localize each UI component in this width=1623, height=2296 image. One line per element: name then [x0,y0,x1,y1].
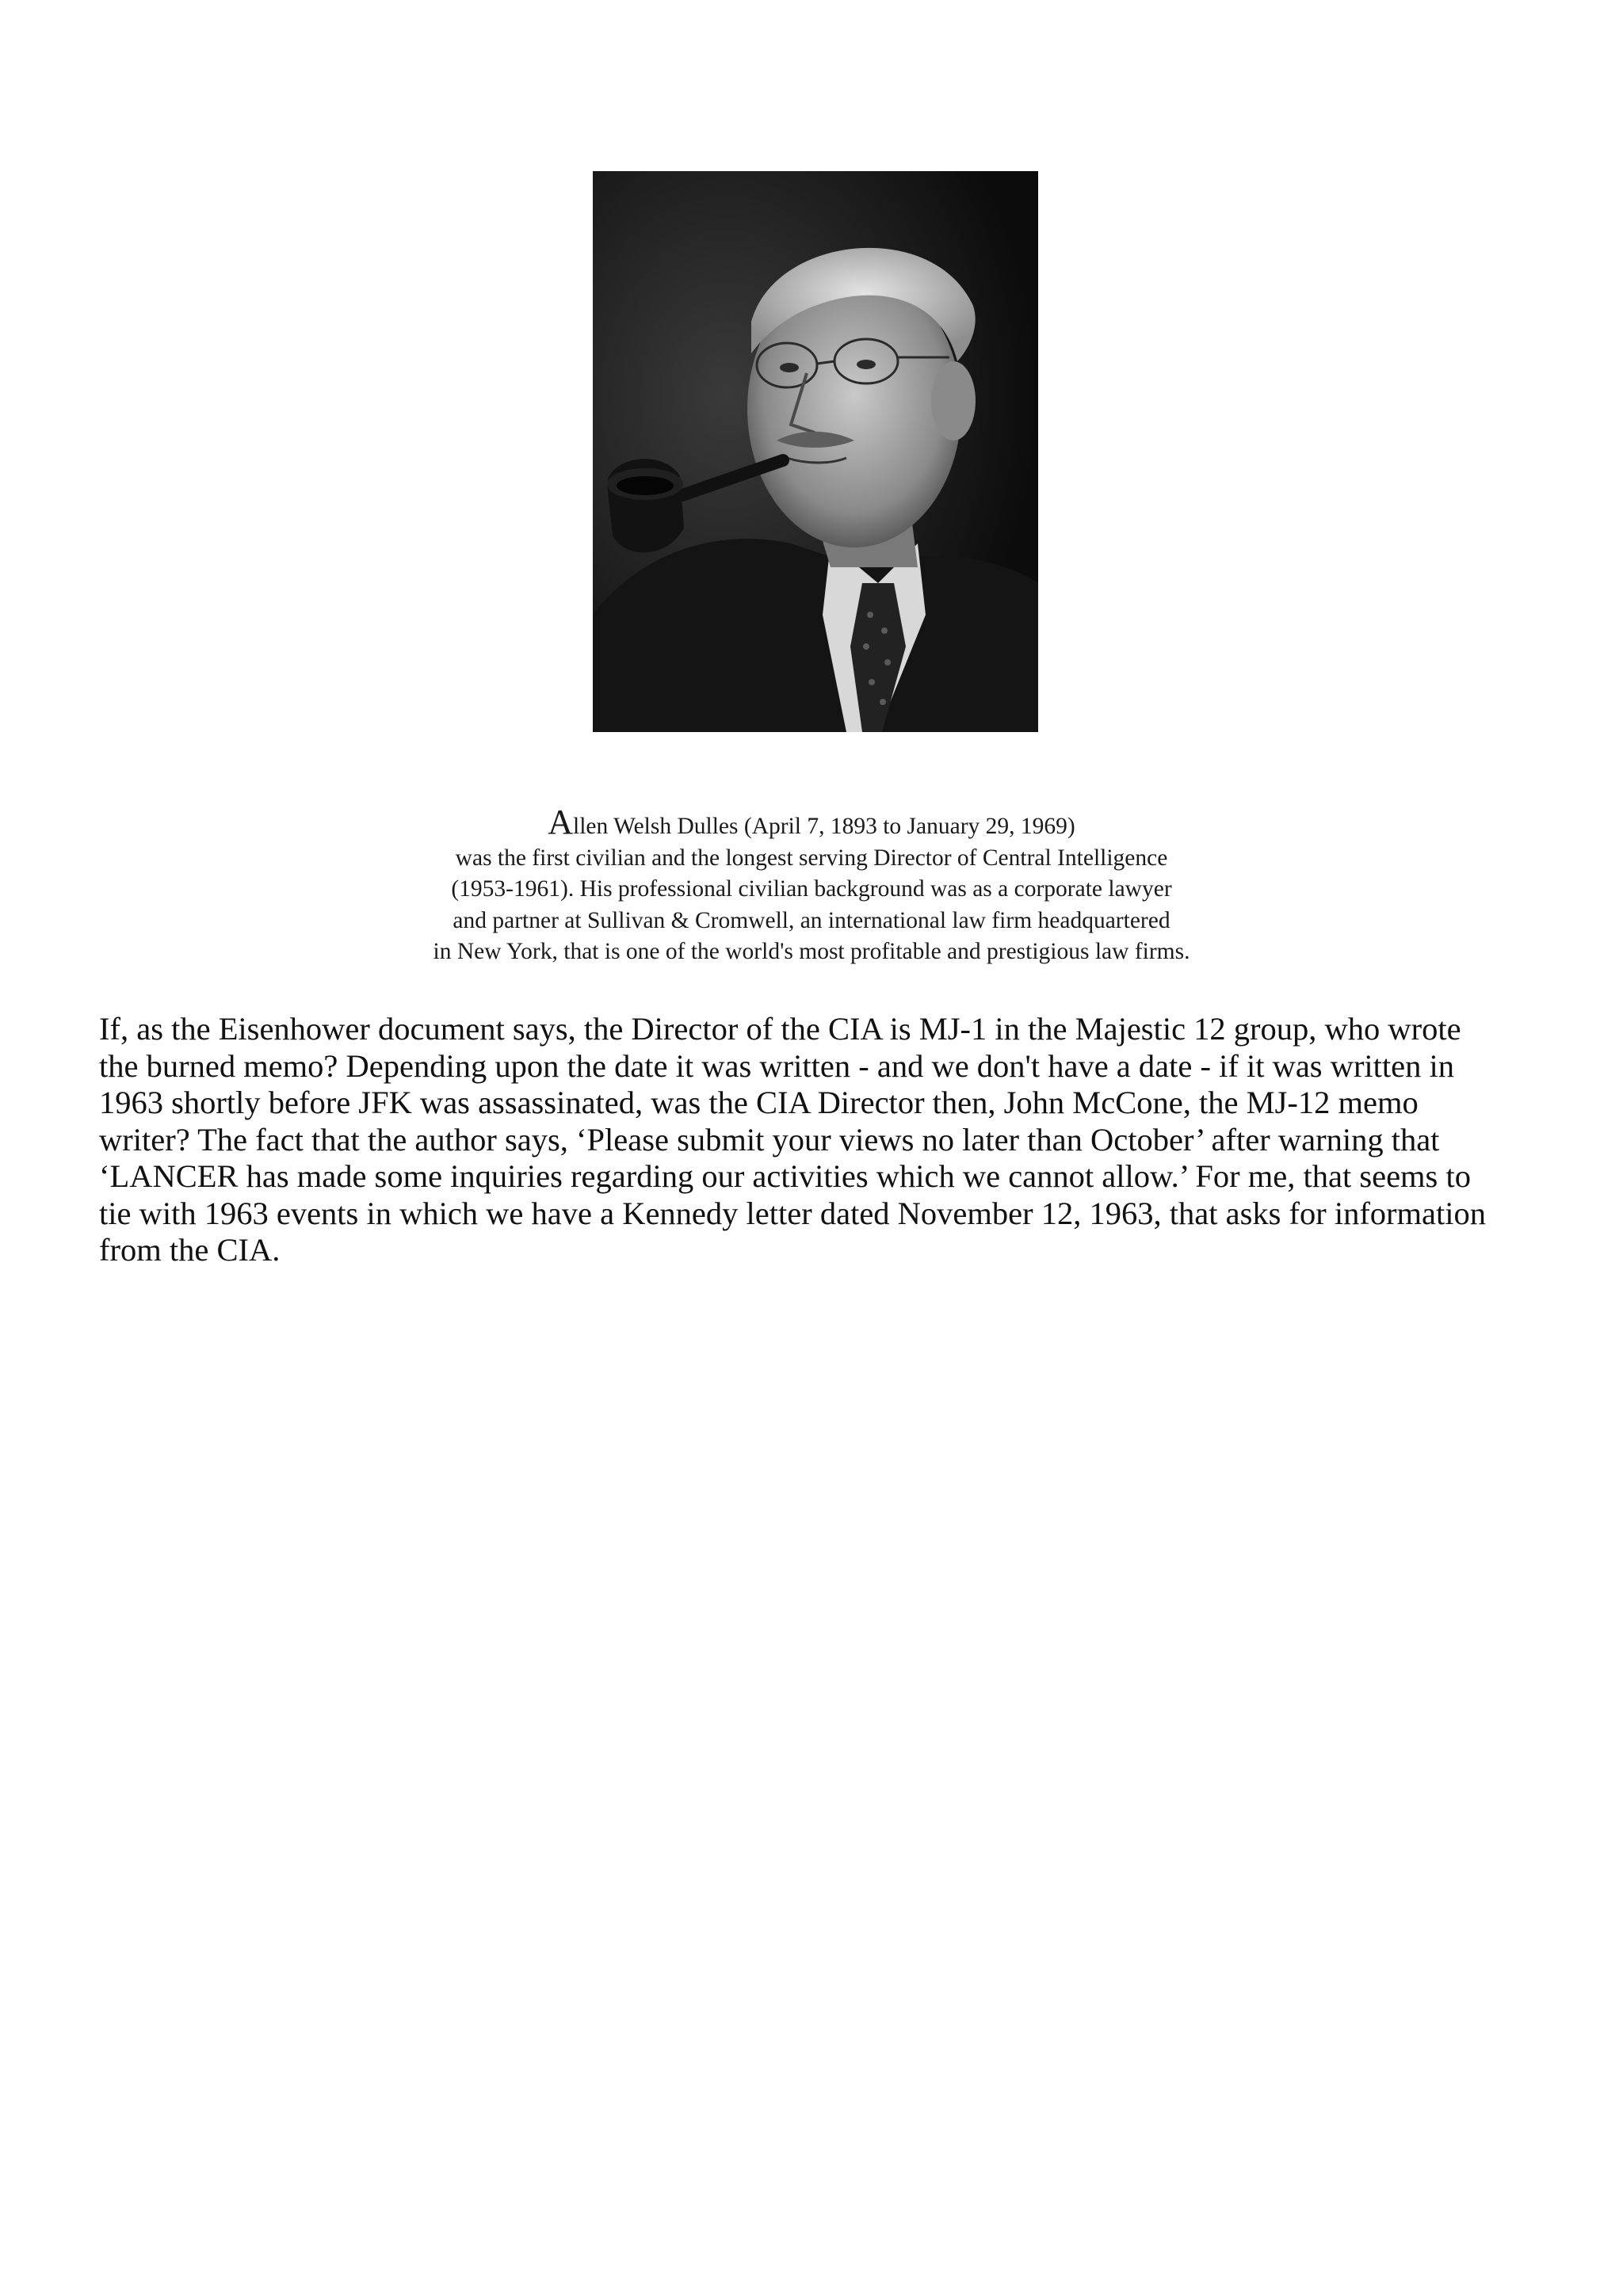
caption-line-3: (1953-1961). His professional civilian background was as a corporate lawyer [451,876,1172,902]
body-line-7: from the CIA. [99,1232,281,1268]
photo-caption [238,803,1385,968]
body-line-3: 1963 shortly before JFK was assassinated, was the CIA Director then, John McCone, the MJ-12 memo [99,1085,1419,1120]
body-line-6: tie with 1963 events in which we have a Kennedy letter dated November 12, 1963, that asks for information [99,1195,1487,1231]
caption-line-5: in New York, that is one of the world's most profitable and prestigious law firms. [433,939,1190,964]
caption-line-2: was the first civilian and the longest serving Director of Central Intelligence [455,845,1168,871]
body-line-2: the burned memo? Depending upon the date it was written - and we don't have a date - if it was written in [99,1047,1455,1084]
body-line-1: If, as the Eisenhower document says, the Director of the CIA is MJ-1 in the Majestic 12 group, who wrote [99,1011,1461,1047]
caption-line-1 [238,803,1385,843]
body-line-5: ‘LANCER has made some inquiries regarding our activities which we cannot allow.’ For me, that seems to [99,1158,1471,1194]
caption-dropcap: A [548,803,574,841]
portrait-image [593,171,1038,732]
caption-first-line-text: llen Welsh Dulles (April 7, 1893 to January 29, 1969) [573,814,1075,839]
body-paragraph [99,1011,1541,1269]
portrait-photo [593,171,1038,732]
body-line-4: writer? The fact that the author says, ‘Please submit your views no later than October’ after warning that [99,1121,1440,1158]
caption-line-4: and partner at Sullivan & Cromwell, an international law firm headquartered [453,907,1170,933]
